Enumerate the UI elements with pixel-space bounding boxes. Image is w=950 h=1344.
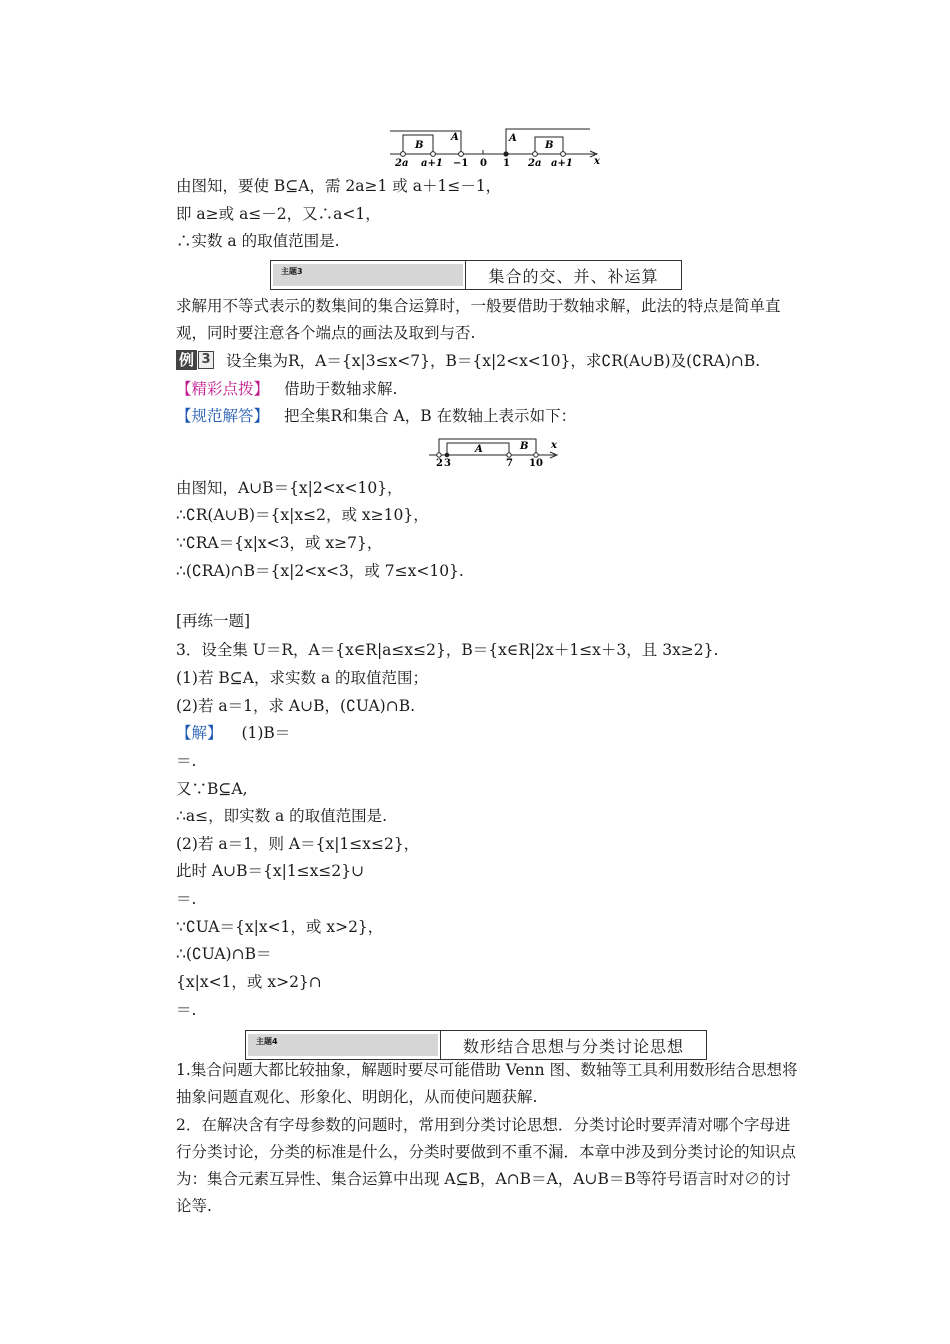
fig1-axis-label: x — [594, 156, 600, 167]
example-3-text: 设全集为R，A＝{x|3≤x<7}，B＝{x|2<x<10}，求∁R(A∪B)及(∁RA)∩B. — [226, 352, 761, 370]
answer-line-8: ∵∁UA＝{x|x<1，或 x>2}， — [176, 918, 384, 936]
example-number: 3 — [198, 351, 214, 369]
answer-line-9: ∴(∁UA)∩B＝ — [176, 945, 272, 963]
topic-4-paragraph-1: 1.集合问题大都比较抽象，解题时要尽可能借助 Venn 图、数轴等工具利用数形结合思想将抽象问题直观化、形象化、明朗化，从而使问题获解. — [176, 1061, 798, 1106]
fig2-tick-7: 7 — [506, 458, 513, 469]
fig1-tick-a1: a+1 — [421, 158, 443, 169]
topic-3-title: 集合的交、并、补运算 — [465, 261, 681, 289]
answer-line-5: (2)若 a＝1，则 A＝{x|1≤x≤2}， — [176, 835, 420, 853]
text-line-2: 即 a≥或 a≤－2，又∴a<1， — [176, 205, 381, 223]
fig2-tick-3: 3 — [444, 458, 451, 469]
fig1-tick-0: 0 — [480, 158, 487, 169]
fig1-label-a-left: A — [451, 132, 459, 143]
number-line-figure-2 — [425, 433, 565, 473]
mid-line-3: ∵∁RA＝{x|x<3，或 x≥7}， — [176, 534, 383, 552]
topic-4-header — [245, 1030, 707, 1060]
text-line-1: 由图知，要使 B⊆A，需 2a≥1 或 a＋1≤－1， — [176, 177, 502, 195]
hint-text: 借助于数轴求解. — [283, 380, 398, 398]
answer-line-2: ＝. — [176, 752, 197, 770]
answer-label: 【解】 — [176, 724, 223, 742]
fig1-label-a-right: A — [509, 133, 517, 144]
topic-4-paragraph-2: 2．在解决含有字母参数的问题时，常用到分类讨论思想．分类讨论时要弄清对哪个字母进行分类讨论，分类的标准是什么，分类时要做到不重不漏．本章中涉及到分类讨论的知识点为：集合元素互异性、集合运算中出现 A⊆B，A∩B＝A，A∪B＝B等符号语言时对∅的讨论等. — [176, 1116, 797, 1215]
fig1-tick-a1-right: a+1 — [551, 158, 573, 169]
fig1-tick-neg1: −1 — [453, 158, 469, 169]
answer-line — [176, 723, 290, 743]
example-badge: 例 — [176, 350, 197, 370]
topic-3-header — [270, 260, 682, 290]
text-line-3: ∴实数 a 的取值范围是. — [176, 232, 340, 250]
answer-line-11: ＝. — [176, 1001, 197, 1019]
topic-4-tag: 主题4 — [256, 1037, 278, 1046]
topic-4-title: 数形结合思想与分类讨论思想 — [440, 1031, 706, 1059]
practice-header: [再练一题] — [176, 612, 251, 630]
solution-line — [176, 406, 576, 426]
practice-q2: (2)若 a＝1，求 A∪B，(∁UA)∩B. — [176, 697, 416, 715]
number-line-figure-1 — [385, 124, 610, 172]
hint-line — [176, 379, 397, 399]
answer-line-7: ＝. — [176, 890, 197, 908]
mid-line-2: ∴∁R(A∪B)＝{x|x≤2，或 x≥10}， — [176, 506, 429, 524]
answer-line-6: 此时 A∪B＝{x|1≤x≤2}∪ — [176, 862, 365, 880]
mid-line-4: ∴(∁RA)∩B＝{x|2<x<3，或 7≤x<10}. — [176, 562, 464, 580]
answer-line-10: {x|x<1，或 x>2}∩ — [176, 973, 322, 991]
fig1-label-b-left: B — [415, 140, 424, 151]
fig1-tick-2a: 2a — [395, 158, 409, 169]
solution-label: 【规范解答】 — [176, 407, 270, 425]
fig1-label-b-right: B — [545, 140, 554, 151]
fig2-label-a: A — [475, 444, 483, 455]
answer-line-3: 又∵B⊆A, — [176, 780, 248, 798]
fig2-tick-2: 2 — [436, 458, 443, 469]
topic-3-paragraph: 求解用不等式表示的数集间的集合运算时，一般要借助于数轴求解，此法的特点是简单直观，同时要注意各个端点的画法及取到与否. — [176, 297, 781, 342]
fig2-label-b: B — [520, 441, 529, 452]
example-3 — [176, 349, 760, 371]
fig2-axis-label: x — [551, 440, 557, 451]
solution-text: 把全集R和集合 A，B 在数轴上表示如下： — [283, 407, 577, 425]
practice-q1: (1)若 B⊆A，求实数 a 的取值范围； — [176, 669, 429, 687]
mid-line-1: 由图知，A∪B＝{x|2<x<10}， — [176, 479, 403, 497]
fig1-tick-2a-right: 2a — [528, 158, 542, 169]
fig2-tick-10: 10 — [529, 458, 543, 469]
fig1-tick-1: 1 — [503, 158, 510, 169]
hint-label: 【精彩点拨】 — [176, 380, 270, 398]
answer-line-4: ∴a≤，即实数 a 的取值范围是. — [176, 807, 388, 825]
practice-question: 3．设全集 U＝R，A＝{x∈R|a≤x≤2}，B＝{x∈R|2x＋1≤x＋3，且 3x≥2}. — [176, 641, 719, 659]
answer-first: (1)B＝ — [241, 724, 291, 742]
topic-3-tag: 主题3 — [281, 267, 303, 276]
